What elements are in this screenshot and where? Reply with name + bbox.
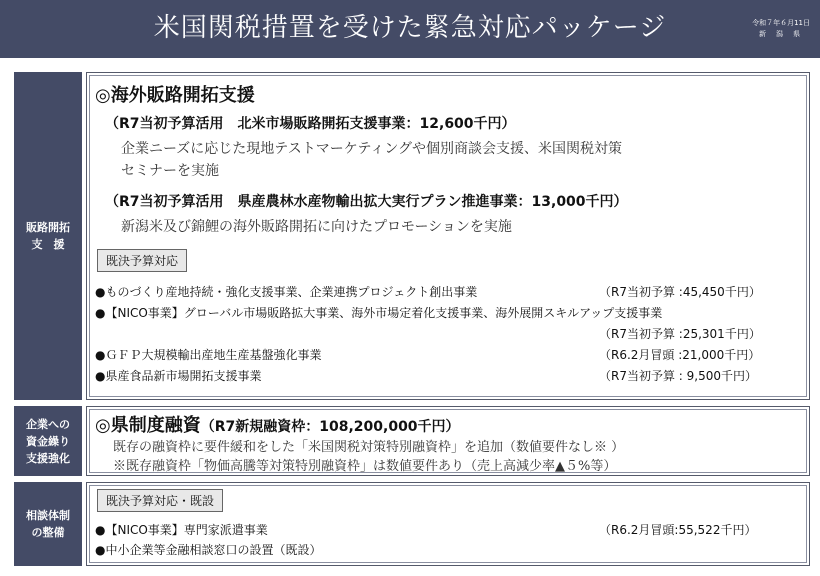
program-description: 企業ニーズに応じた現地テストマーケティングや個別商談会支援、米国関税対策 (121, 141, 623, 157)
list-item: ●ＧＦＰ大規模輸出産地生産基盤強化事業 (95, 348, 322, 362)
header-meta (738, 18, 810, 40)
section-box (86, 482, 810, 566)
section-overseas-sales (14, 72, 810, 400)
budget-tag: 既決予算対応 (97, 249, 187, 272)
header-bar (0, 0, 820, 58)
budget-tag: 既決予算対応・既設 (97, 489, 223, 512)
list-item: ●【NICO事業】専門家派遣事業 (95, 523, 268, 537)
section-box (86, 72, 810, 400)
section-label-sales: 販路開拓 支 援 (14, 72, 82, 400)
program-description: セミナーを実施 (121, 163, 219, 179)
section-heading: ◎海外販路開拓支援 (95, 85, 255, 106)
program-title: （R7当初予算活用 県産農林水産物輸出拡大実行プラン推進事業：13,000千円） (105, 194, 628, 210)
list-item-amount: （R7当初予算 :45,450千円） (599, 285, 761, 299)
issuing-organization: 新潟県 (759, 30, 810, 38)
list-item: ●【NICO事業】グローバル市場販路拡大事業、海外市場定着化支援事業、海外展開スキルアップ支援事業 (95, 306, 663, 320)
list-item: ●県産食品新市場開拓支援事業 (95, 369, 262, 383)
program-description: 新潟米及び錦鯉の海外販路開拓に向けたプロモーションを実施 (121, 219, 512, 235)
section-label-consultation: 相談体制 の整備 (14, 482, 82, 566)
list-item: ●ものづくり産地持続・強化支援事業、企業連携プロジェクト創出事業 (95, 285, 478, 299)
section-consultation (14, 482, 810, 566)
list-item-amount: （R7当初予算 : 9,500千円） (599, 369, 757, 383)
program-description: ※既存融資枠「物価高騰等対策特別融資枠」は数値要件あり（売上高減少率▲５%等） (113, 459, 617, 474)
list-item-amount: （R7当初予算 :25,301千円） (599, 327, 761, 341)
section-heading: ◎県制度融資（R7新規融資枠：108,200,000千円） (95, 415, 460, 436)
list-item-amount: （R6.2月冒頭:55,522千円） (599, 523, 757, 537)
section-heading-sub: （R7新規融資枠：108,200,000千円） (200, 419, 460, 435)
page-title: 米国関税措置を受けた緊急対応パッケージ (153, 13, 667, 43)
section-label-financing: 企業への 資金繰り 支援強化 (14, 406, 82, 476)
list-item-amount: （R6.2月冒頭 :21,000千円） (599, 348, 761, 362)
issue-date: 令和７年６月11日 (752, 19, 810, 27)
section-financing (14, 406, 810, 476)
program-title: （R7当初予算活用 北米市場販路開拓支援事業：12,600千円） (105, 116, 516, 132)
list-item: ●中小企業等金融相談窓口の設置（既設） (95, 543, 322, 557)
section-box (86, 406, 810, 476)
program-description: 既存の融資枠に要件緩和をした「米国関税対策特別融資枠」を追加（数値要件なし※ ） (113, 440, 625, 455)
